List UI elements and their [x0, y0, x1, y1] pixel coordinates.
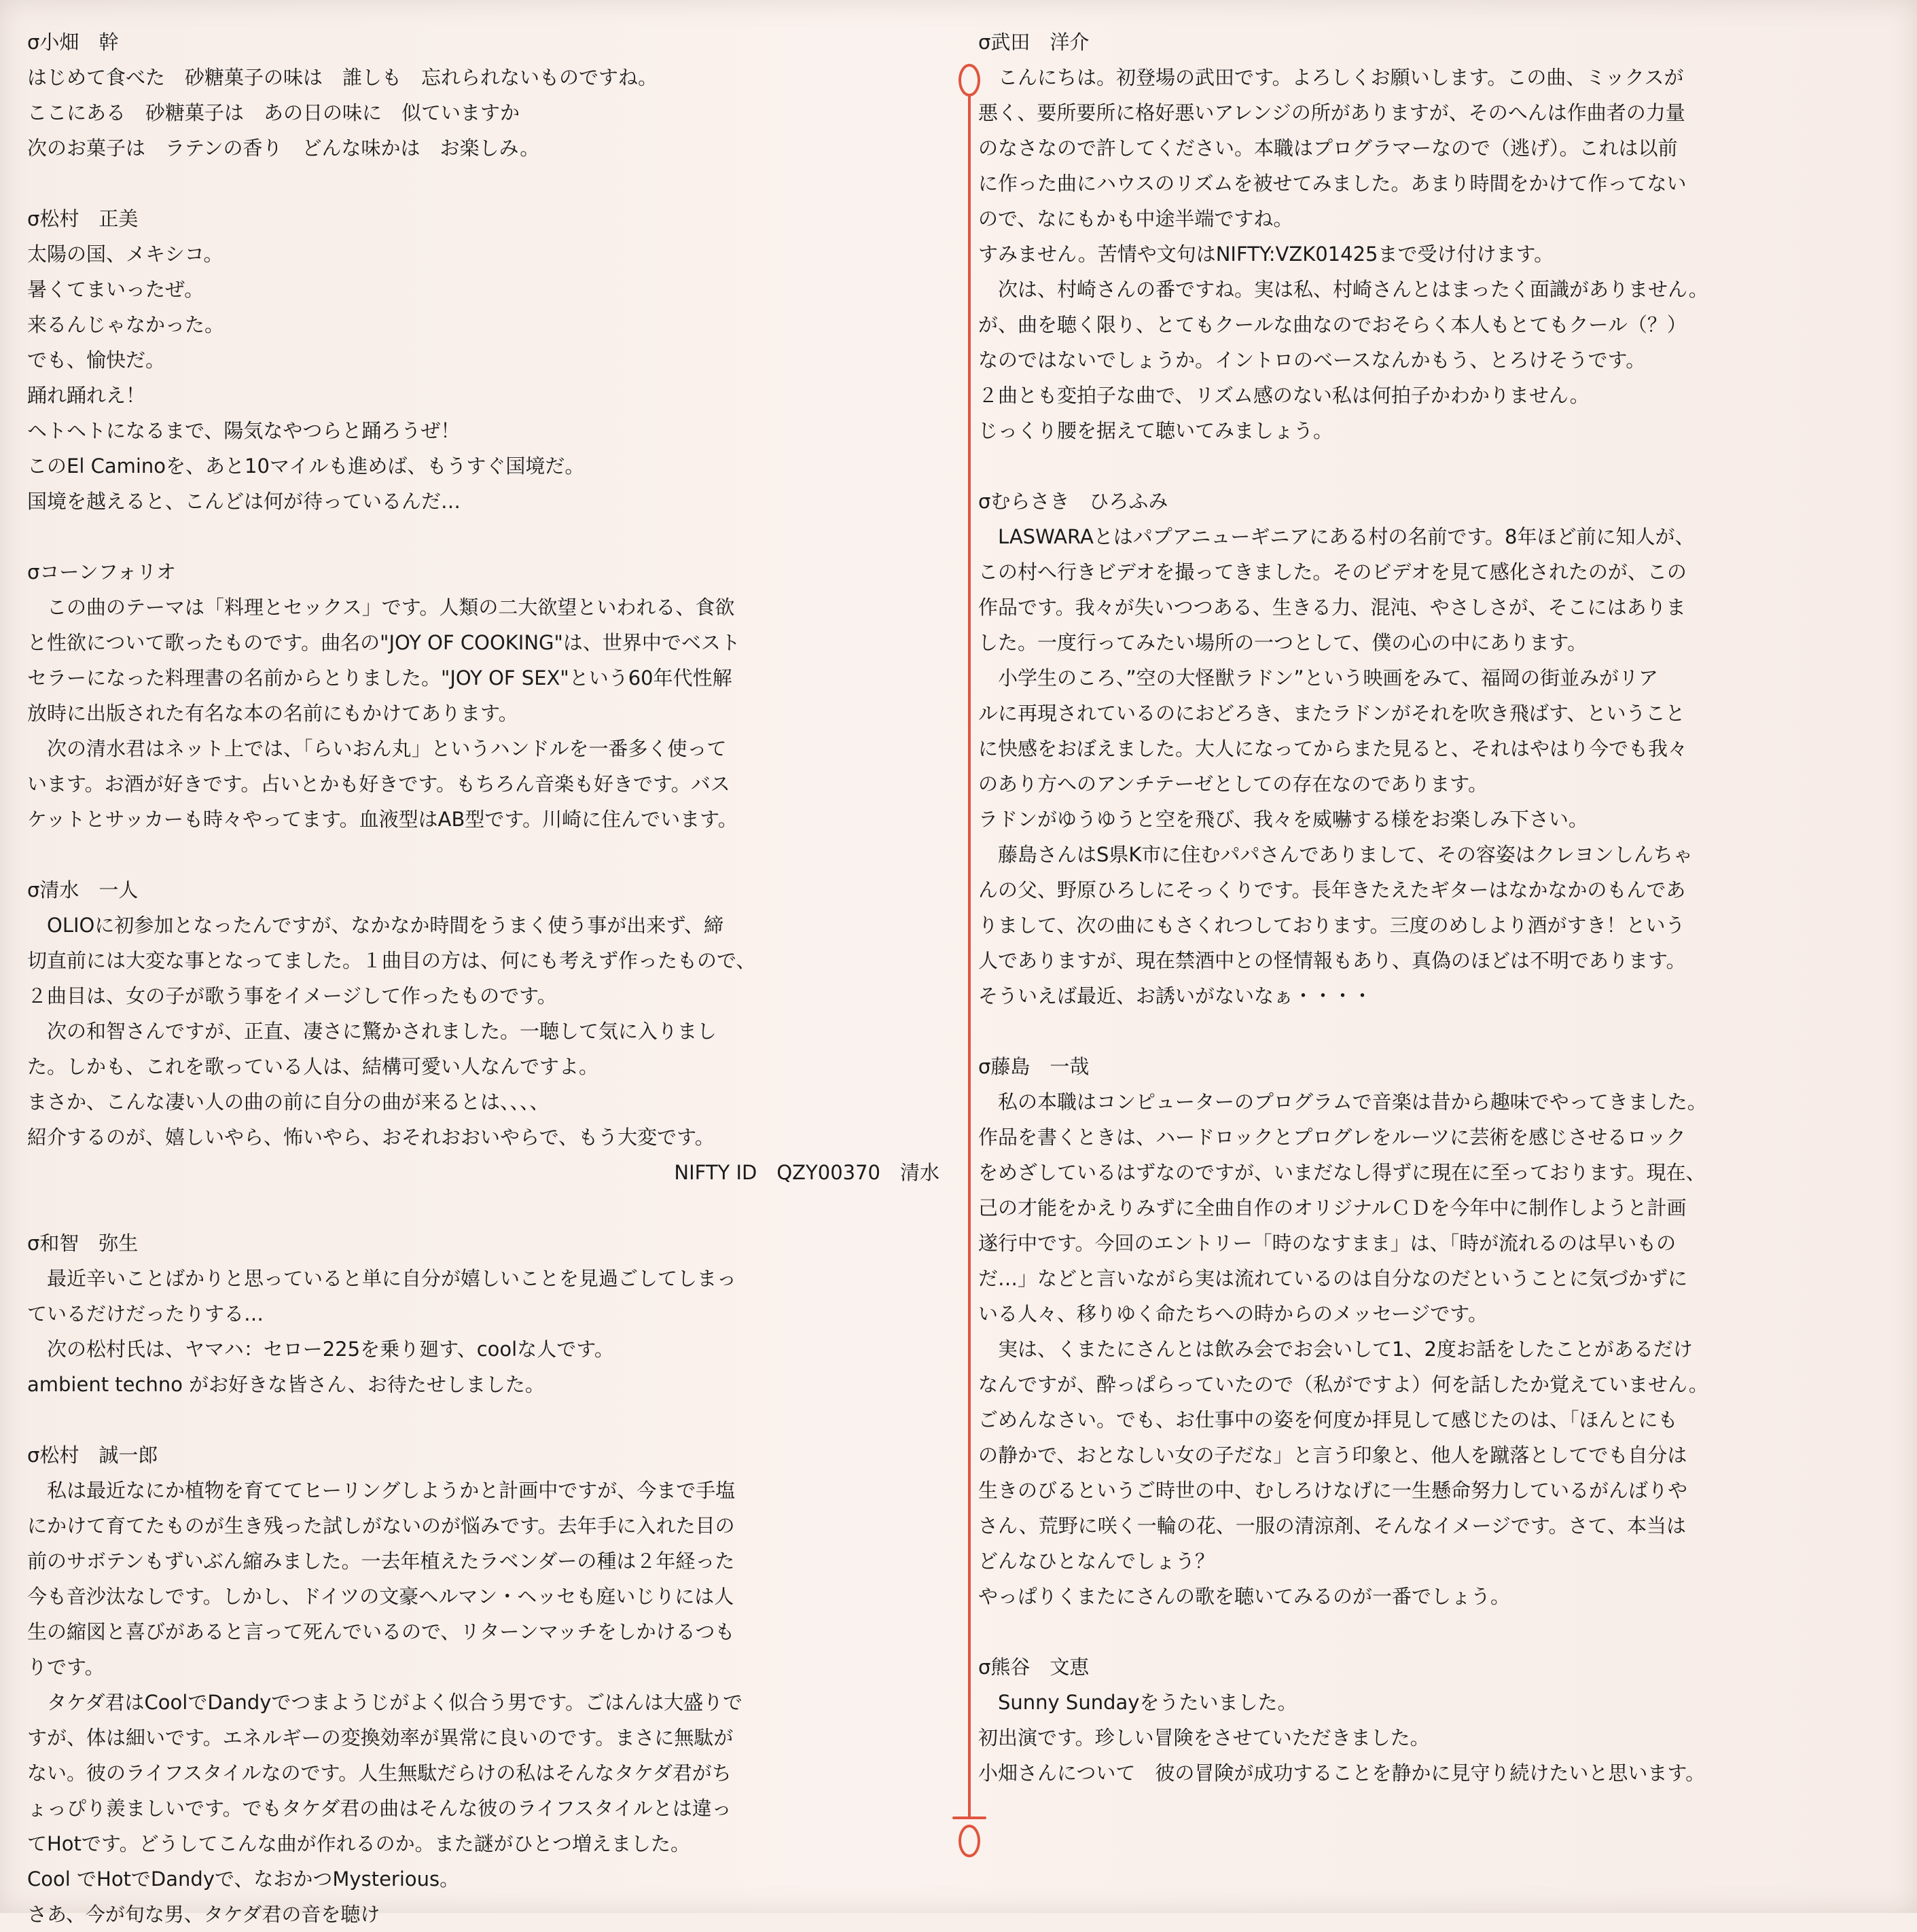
text-line: ambient techno がお好きな皆さん、お待たせしました。 [27, 1373, 545, 1396]
text-line: 藤島さんはS県K市に住むパパさんでありまして、その容姿はクレヨンしんちゃ [978, 843, 1693, 866]
text-line: ょっぴり羨ましいです。でもタケダ君の曲はそんな彼のライフスタイルとは違っ [27, 1797, 732, 1820]
text-line: が、曲を聴く限り、とてもクールな曲なのでおそらく本人もとてもクール（？） [978, 313, 1687, 336]
author-name: σコーンフォリオ [27, 560, 177, 584]
text-line: 次の松村氏は、ヤマハ：セロー225を乗り廻す、coolな人です。 [27, 1338, 614, 1361]
text-line: た。しかも、これを歌っている人は、結構可愛い人なんですよ。 [27, 1055, 599, 1078]
text-line: 次は、村崎さんの番ですね。実は私、村崎さんとはまったく面識がありません。 [978, 278, 1708, 301]
text-line: にかけて育てたものが生き残った試しがないのが悩みです。去年手に入れた目の [27, 1514, 735, 1537]
author-name: σ熊谷 文恵 [978, 1656, 1090, 1679]
text-line: セラーになった料理書の名前からとりました。"JOY OF SEX"という60年代性解 [27, 666, 732, 690]
text-line: した。一度行ってみたい場所の一つとして、僕の心の中にあります。 [978, 631, 1588, 654]
text-line: ない。彼のライフスタイルなのです。人生無駄だらけの私はそんなタケダ君がち [27, 1761, 732, 1785]
text-line: 生の縮図と喜びがあると言って死んでいるので、リターンマッチをしかけるつも [27, 1620, 735, 1643]
text-line: の静かで、おとなしい女の子だな」と言う印象と、他人を蹴落としてでも自分は [978, 1444, 1687, 1467]
text-line: なのではないでしょうか。イントロのベースなんかもう、とろけそうです。 [978, 348, 1646, 372]
text-line: ２曲目は、女の子が歌う事をイメージして作ったものです。 [27, 984, 557, 1007]
text-line: のなさなので許してください。本職はプログラマーなので（逃げ）。これは以前 [978, 137, 1678, 160]
text-line: 作品です。我々が失いつつある、生きる力、混沌、やさしさが、そこにはありま [978, 596, 1686, 619]
text-line: りです。 [27, 1656, 105, 1679]
section-murasaki [978, 484, 1905, 1014]
text-line: ごめんなさい。でも、お仕事中の姿を何度か拝見して感じたのは、「ほんとにも [978, 1408, 1678, 1431]
text-line: 小畑さんについて 彼の冒険が成功することを静かに見守り続けたいと思います。 [978, 1761, 1706, 1785]
text-line: 切直前には大変な事となってました。１曲目の方は、何にも考えず作ったもので、 [27, 949, 756, 972]
text-line: そういえば最近、お誘いがないなぁ・・・・ [978, 984, 1373, 1007]
section-fujishima [978, 1049, 1905, 1614]
section-obata [27, 24, 948, 166]
text-line: こんにちは。初登場の武田です。よろしくお願いします。この曲、ミックスが [978, 66, 1684, 89]
author-name: σ清水 一人 [27, 878, 139, 901]
text-line: タケダ君はCoolでDandyでつまようじがよく似合う男です。ごはんは大盛りで [27, 1691, 743, 1714]
bottom-loop [960, 1826, 979, 1856]
section-matsumura-seiichiro [27, 1437, 948, 1932]
text-line: でも、愉快だ。 [27, 348, 166, 372]
text-line: ラドンがゆうゆうと空を飛び、我々を威嚇する様をお楽しみ下さい。 [978, 808, 1588, 831]
text-line: 実は、くまたにさんとは飲み会でお会いして1、2度お話をしたことがあるだけ [978, 1338, 1693, 1361]
top-loop [960, 65, 979, 95]
text-line: 来るんじゃなかった。 [27, 313, 225, 336]
section-wachi [27, 1226, 948, 1402]
author-name: σ藤島 一哉 [978, 1055, 1090, 1078]
section-takeda [978, 24, 1905, 448]
text-line: りまして、次の曲にもさくれつしております。三度のめしより酒がすき！という [978, 914, 1685, 937]
section-shimizu [27, 872, 948, 1190]
section-matsumura-masami [27, 201, 948, 519]
right-column [978, 24, 1905, 1791]
text-line: 人でありますが、現在禁酒中との怪情報もあり、真偽のほどは不明であります。 [978, 949, 1686, 972]
text-line: 次の和智さんですが、正直、凄さに驚かされました。一聴して気に入りまし [27, 1020, 717, 1043]
text-line: 暑くてまいったぜ。 [27, 278, 204, 301]
text-line: 最近辛いことばかりと思っていると単に自分が嬉しいことを見過ごしてしまっ [27, 1267, 737, 1290]
text-line: と性欲について歌ったものです。曲名の"JOY OF COOKING"は、世界中でベスト [27, 631, 740, 654]
text-line: に快感をおぼえました。大人になってからまた見ると、それはやはり今でも我々 [978, 737, 1688, 760]
author-name: σ和智 弥生 [27, 1232, 139, 1255]
text-line: てHotです。どうしてこんな曲が作れるのか。また謎がひとつ増えました。 [27, 1832, 691, 1855]
section-cornfolio [27, 554, 948, 837]
text-line: OLIOに初参加となったんですが、なかなか時間をうまく使う事が出来ず、締 [27, 914, 724, 937]
text-line: 己の才能をかえりみずに全曲自作のオリジナルＣＤを今年中に制作しようと計画 [978, 1196, 1687, 1219]
text-line: 前のサボテンもずいぶん縮みました。一去年植えたラベンダーの種は２年経った [27, 1550, 735, 1573]
text-line: 次の清水君はネット上では、「らいおん丸」というハンドルを一番多く使って [27, 737, 727, 760]
text-line: Sunny Sundayをうたいました。 [978, 1691, 1297, 1714]
text-line: ここにある 砂糖菓子は あの日の味に 似ていますか [27, 101, 520, 124]
text-line: 放時に出版された有名な本の名前にもかけてあります。 [27, 702, 518, 725]
text-line: すみません。苦情や文句はNIFTY:VZK01425まで受け付けます。 [978, 243, 1554, 266]
author-name: σむらさき ひろふみ [978, 490, 1168, 513]
text-line: に作った曲にハウスのリズムを被せてみました。あまり時間をかけて作ってない [978, 172, 1687, 195]
text-line: このEl Caminoを、あと10マイルも進めば、もうすぐ国境だ。 [27, 454, 585, 478]
text-line: どんなひとなんでしょう？ [978, 1550, 1215, 1573]
text-line: やっぱりくまたにさんの歌を聴いてみるのが一番でしょう。 [978, 1585, 1511, 1608]
text-line: LASWARAとはパプアニューギニアにある村の名前です。8年ほど前に知人が、 [978, 525, 1695, 548]
text-line: 今も音沙汰なしです。しかし、ドイツの文豪ヘルマン・ヘッセも庭いじりには人 [27, 1585, 734, 1608]
text-line: をめざしているはずなのですが、いまだなし得ずに現在に至っております。現在、 [978, 1161, 1706, 1184]
text-line: この村へ行きビデオを撮ってきました。そのビデオを見て感化されたのが、この [978, 560, 1687, 584]
text-line: まさか、こんな凄い人の曲の前に自分の曲が来るとは、、、、 [27, 1090, 550, 1113]
section-kumagai [978, 1649, 1905, 1791]
text-line: だ…」などと言いながら実は流れているのは自分なのだということに気づかずに [978, 1267, 1688, 1290]
text-line: さん、荒野に咲く一輪の花、一服の清涼剤、そんなイメージです。さて、本当は [978, 1514, 1686, 1537]
text-line: ヘトヘトになるまで、陽気なやつらと踊ろうぜ！ [27, 419, 461, 442]
text-line: はじめて食べた 砂糖菓子の味は 誰しも 忘れられないものですね。 [27, 66, 658, 89]
author-name: σ松村 正美 [27, 207, 139, 230]
text-line: 作品を書くときは、ハードロックとプログレをルーツに芸術を感じさせるロック [978, 1126, 1686, 1149]
text-line: なんですが、酔っぱらっていたので（私がですよ）何を話したか覚えていません。 [978, 1373, 1708, 1396]
text-line: 生きのびるというご時世の中、むしろけなげに一生懸命努力しているがんばりや [978, 1479, 1688, 1502]
text-line: ルに再現されているのにおどろき、またラドンがそれを吹き飛ばす、ということ [978, 702, 1685, 725]
text-line: 小学生のころ、”空の大怪獣ラドン”という映画をみて、福岡の街並みがリア [978, 666, 1658, 690]
text-line: 次のお菓子は ラテンの香り どんな味かは お楽しみ。 [27, 137, 540, 160]
text-line: ているだけだったりする… [27, 1302, 264, 1325]
text-line: じっくり腰を据えて聴いてみましょう。 [978, 419, 1333, 442]
text-line: いる人々、移りゆく命たちへの時からのメッセージです。 [978, 1302, 1488, 1325]
author-name: σ武田 洋介 [978, 31, 1090, 54]
text-line: 悪く、要所要所に格好悪いアレンジの所がありますが、そのへんは作曲者の力量 [978, 101, 1685, 124]
author-name: σ松村 誠一郎 [27, 1444, 158, 1467]
text-line: さあ、今が旬な男、タケダ君の音を聴け [27, 1903, 380, 1926]
text-line: この曲のテーマは「料理とセックス」です。人類の二大欲望といわれる、食欲 [27, 596, 735, 619]
text-line: 太陽の国、メキシコ。 [27, 243, 223, 266]
text-line: 遂行中です。今回のエントリー「時のなすまま」は、「時が流れるのは早いもの [978, 1232, 1677, 1255]
text-line: 私の本職はコンピューターのプログラムで音楽は昔から趣味でやってきました。 [978, 1090, 1707, 1113]
text-line: ２曲とも変拍子な曲で、リズム感のない私は何拍子かわかりません。 [978, 384, 1590, 407]
signature: NIFTY ID QZY00370 清水 [674, 1161, 939, 1184]
text-line: 初出演です。珍しい冒険をさせていただきました。 [978, 1726, 1430, 1749]
author-name: σ小畑 幹 [27, 31, 119, 54]
text-line: Cool でHotでDandyで、なおかつMysterious。 [27, 1867, 460, 1891]
text-line: ケットとサッカーも時々やってます。血液型はAB型です。川崎に住んでいます。 [27, 808, 738, 831]
text-line: 国境を越えると、こんどは何が待っているんだ… [27, 490, 461, 513]
text-line: 私は最近なにか植物を育ててヒーリングしようかと計画中ですが、今まで手塩 [27, 1479, 736, 1502]
text-line: すが、体は細いです。エネルギーの変換効率が異常に良いのです。まさに無駄が [27, 1726, 734, 1749]
text-line: んの父、野原ひろしにそっくりです。長年きたえたギターはなかなかのもんであ [978, 878, 1686, 901]
text-line: 紹介するのが、嬉しいやら、怖いやら、おそれおおいやらで、もう大変です。 [27, 1126, 715, 1149]
left-column [27, 24, 948, 1932]
text-line: のあり方へのアンチテーゼとしての存在なのであります。 [978, 772, 1488, 795]
text-line: います。お酒が好きです。占いとかも好きです。もちろん音楽も好きです。バス [27, 772, 730, 795]
text-line: 踊れ踊れえ！ [27, 384, 146, 407]
text-line: ので、なにもかも中途半端ですね。 [978, 207, 1293, 230]
